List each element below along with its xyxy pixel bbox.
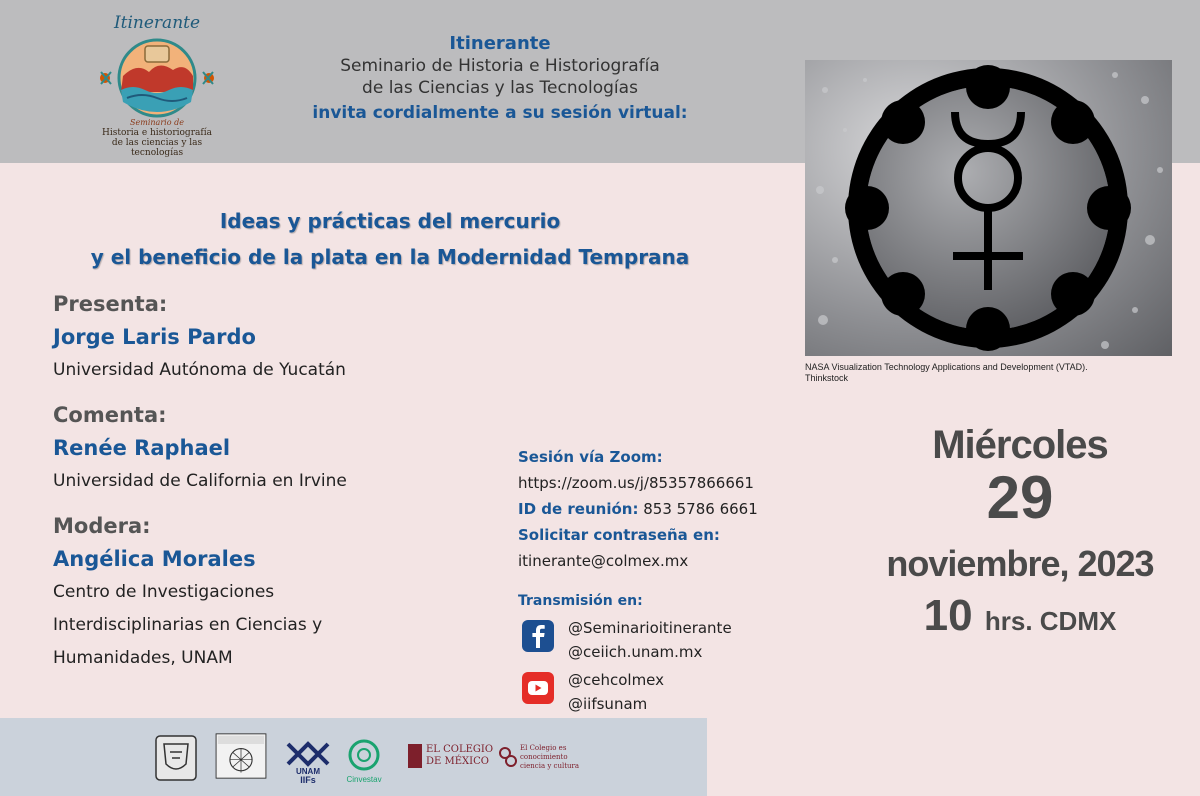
facebook-handle-1[interactable]: @Seminarioitinerante [568, 619, 732, 637]
itinerante-logo [92, 14, 222, 160]
unam-logo-icon [152, 734, 200, 782]
zoom-label: Sesión vía Zoom: [518, 448, 663, 466]
commentator-name: Renée Raphael [53, 436, 231, 460]
meeting-id-label: ID de reunión: [518, 500, 639, 518]
colmex-mark-icon [408, 744, 422, 768]
month-year: noviembre, 2023 [886, 543, 1154, 584]
youtube-row [518, 668, 818, 716]
moderator-affiliation-3: Humanidades, UNAM [53, 648, 233, 668]
contact-email[interactable]: itinerante@colmex.mx [518, 552, 689, 570]
svg-text:IIFs: IIFs [300, 775, 316, 785]
youtube-handles [568, 668, 664, 716]
cinvestav-logo-icon [344, 738, 384, 786]
invite-line: invita cordialmente a su sesión virtual: [312, 103, 688, 123]
moderator-affiliation-1: Centro de Investigaciones [53, 582, 275, 602]
talk-title-line-1: Ideas y prácticas del mercurio [219, 209, 561, 233]
zoom-url[interactable]: https://zoom.us/j/85357866661 [518, 474, 754, 492]
header-text [290, 33, 710, 125]
logo-seminario: Seminario de [130, 118, 184, 127]
seminar-line-1: Seminario de Historia e Historiografía [340, 56, 660, 76]
mercury-symbol-icon [805, 60, 1172, 356]
colegio-mark-icon [498, 746, 518, 768]
colegio-text-3: ciencia y cultura [520, 762, 580, 770]
talk-title-line-2: y el beneficio de la plata en la Modernidad Temprana [90, 245, 690, 269]
commentator-affiliation: Universidad de California en Irvine [53, 471, 347, 491]
sponsor-logos-bar [0, 718, 707, 796]
colmex-text-2: DE MÉXICO [426, 756, 489, 767]
talk-title [30, 203, 750, 275]
password-label: Solicitar contraseña en: [518, 526, 720, 544]
colegio-text-2: conocimiento [520, 753, 568, 761]
modera-label: Modera: [53, 514, 151, 538]
youtube-handle-1[interactable]: @cehcolmex [568, 671, 665, 689]
day-number: 29 [986, 464, 1054, 531]
transmission-label: Transmisión en: [518, 593, 643, 609]
facebook-handle-2[interactable]: @ceiich.unam.mx [568, 643, 703, 661]
unam-iifs-logo-icon [284, 738, 332, 786]
time-suffix: hrs. CDMX [984, 606, 1117, 636]
youtube-handle-2[interactable]: @iifsunam [568, 695, 648, 713]
event-time [880, 591, 1160, 643]
logo-subtitle-1: Historia e historiografía [102, 128, 212, 138]
transmission [518, 590, 818, 716]
logo-subtitle-2: de las ciencias y las tecnologías [111, 138, 203, 158]
presenter-affiliation: Universidad Autónoma de Yucatán [53, 360, 346, 380]
meeting-id-row [518, 496, 808, 522]
participants [53, 288, 513, 675]
colmex-text [426, 744, 493, 768]
meeting-id-value: 853 5786 6661 [643, 500, 758, 518]
caption-line-1: NASA Visualization Technology Applications and Development (VTAD). [805, 362, 1088, 372]
caption-line-2: Thinkstock [805, 373, 849, 383]
facebook-icon[interactable] [522, 620, 554, 652]
image-caption [805, 362, 1185, 384]
event-date [880, 420, 1160, 643]
weekday: Miércoles [932, 423, 1108, 467]
moderator-name: Angélica Morales [53, 547, 256, 571]
cinvestav-text: Cinvestav [346, 775, 382, 784]
colmex-text-1: EL COLEGIO [426, 744, 494, 755]
ceiich-logo-icon [212, 732, 270, 780]
colmex-logo [408, 744, 498, 774]
colegio-text [520, 744, 579, 771]
time-hour: 10 [923, 591, 973, 640]
colegio-text-1: El Colegio es [520, 744, 567, 752]
facebook-row [518, 616, 818, 664]
comenta-label: Comenta: [53, 403, 167, 427]
youtube-icon[interactable] [522, 672, 554, 704]
zoom-info [518, 444, 808, 574]
mercury-symbol-image [805, 60, 1172, 356]
org-name: Itinerante [449, 33, 551, 54]
presenter-name: Jorge Laris Pardo [53, 325, 256, 349]
svg-text:UNAM: UNAM [296, 767, 320, 776]
presenta-label: Presenta: [53, 292, 168, 316]
seminar-line-2: de las Ciencias y las Tecnologías [362, 78, 638, 98]
moderator-affiliation-2: Interdisciplinarias en Ciencias y [53, 615, 323, 635]
logo-title: Itinerante [113, 13, 201, 33]
logo-emblem-icon [97, 32, 217, 118]
colegio-conocimiento-logo [498, 744, 588, 780]
facebook-handles [568, 616, 732, 664]
